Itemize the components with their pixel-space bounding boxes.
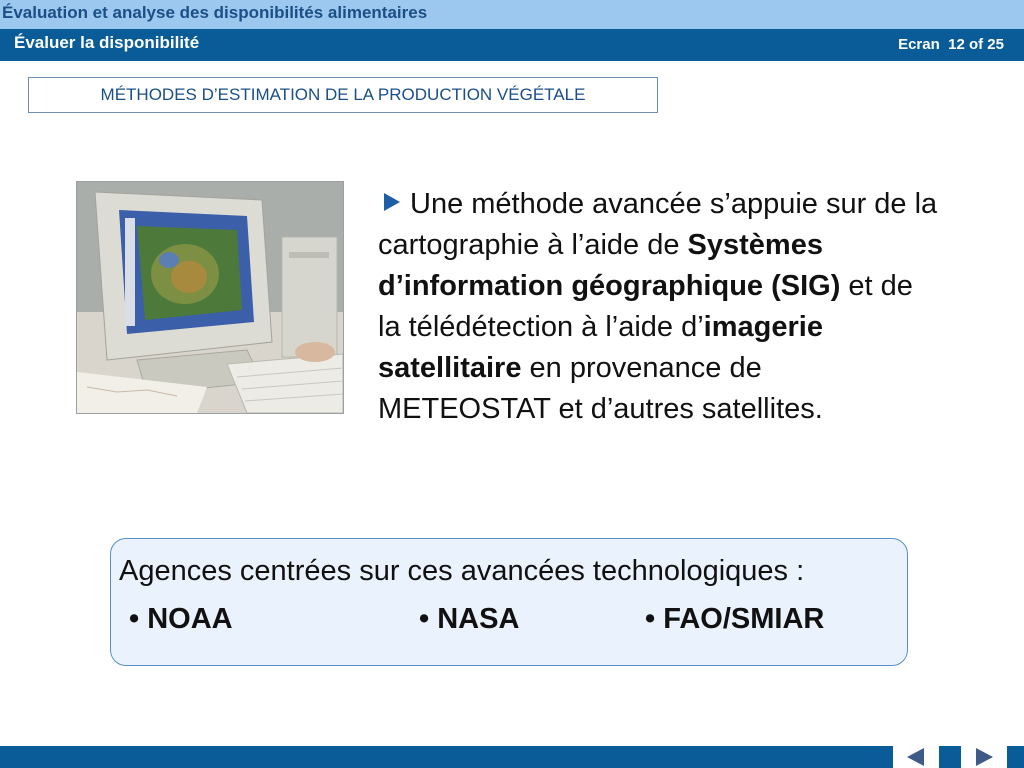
previous-screen-button[interactable] — [893, 746, 939, 768]
arrow-right-icon — [976, 748, 993, 766]
agency-fao-smiar: • FAO/SMIAR — [645, 603, 825, 635]
course-title: Évaluation et analyse des disponibilités alimentaires — [2, 3, 428, 22]
satellite-imagery-term: imagerie satellitaire — [378, 311, 823, 384]
topic-title: MÉTHODES D’ESTIMATION DE LA PRODUCTION VÉGÉTALE — [100, 85, 586, 104]
agency-noaa: • NOAA — [129, 603, 233, 635]
description-text-3: en provenance de METEOSTAT et d’autres satellites. — [378, 352, 823, 425]
section-title: Évaluer la disponibilité — [14, 33, 200, 52]
main-description — [378, 184, 938, 430]
next-screen-button[interactable] — [961, 746, 1007, 768]
description-text-1: Une méthode avancée s’appuie sur de la cartographie à l’aide de — [378, 188, 938, 261]
screen-number: 12 of 25 — [948, 36, 1004, 53]
topic-title-box — [28, 77, 658, 113]
bullet-arrow-icon — [384, 193, 400, 211]
agency-nasa: • NASA — [419, 603, 520, 635]
arrow-left-icon — [907, 748, 924, 766]
computer-gis-photo — [76, 181, 344, 414]
screen-label: Ecran — [898, 36, 940, 53]
section-bar — [0, 29, 1024, 61]
screen-counter — [898, 36, 1004, 53]
computer-monitor-icon — [77, 182, 343, 413]
description-text-2: et de la télédétection à l’aide d’ — [378, 270, 913, 343]
gis-term: Systèmes d’information géographique (SIG) — [378, 229, 841, 302]
agencies-heading: Agences centrées sur ces avancées technologiques : — [119, 555, 805, 587]
footer-bar — [0, 746, 1024, 768]
agencies-box — [110, 538, 908, 666]
course-title-bar — [0, 0, 1024, 29]
